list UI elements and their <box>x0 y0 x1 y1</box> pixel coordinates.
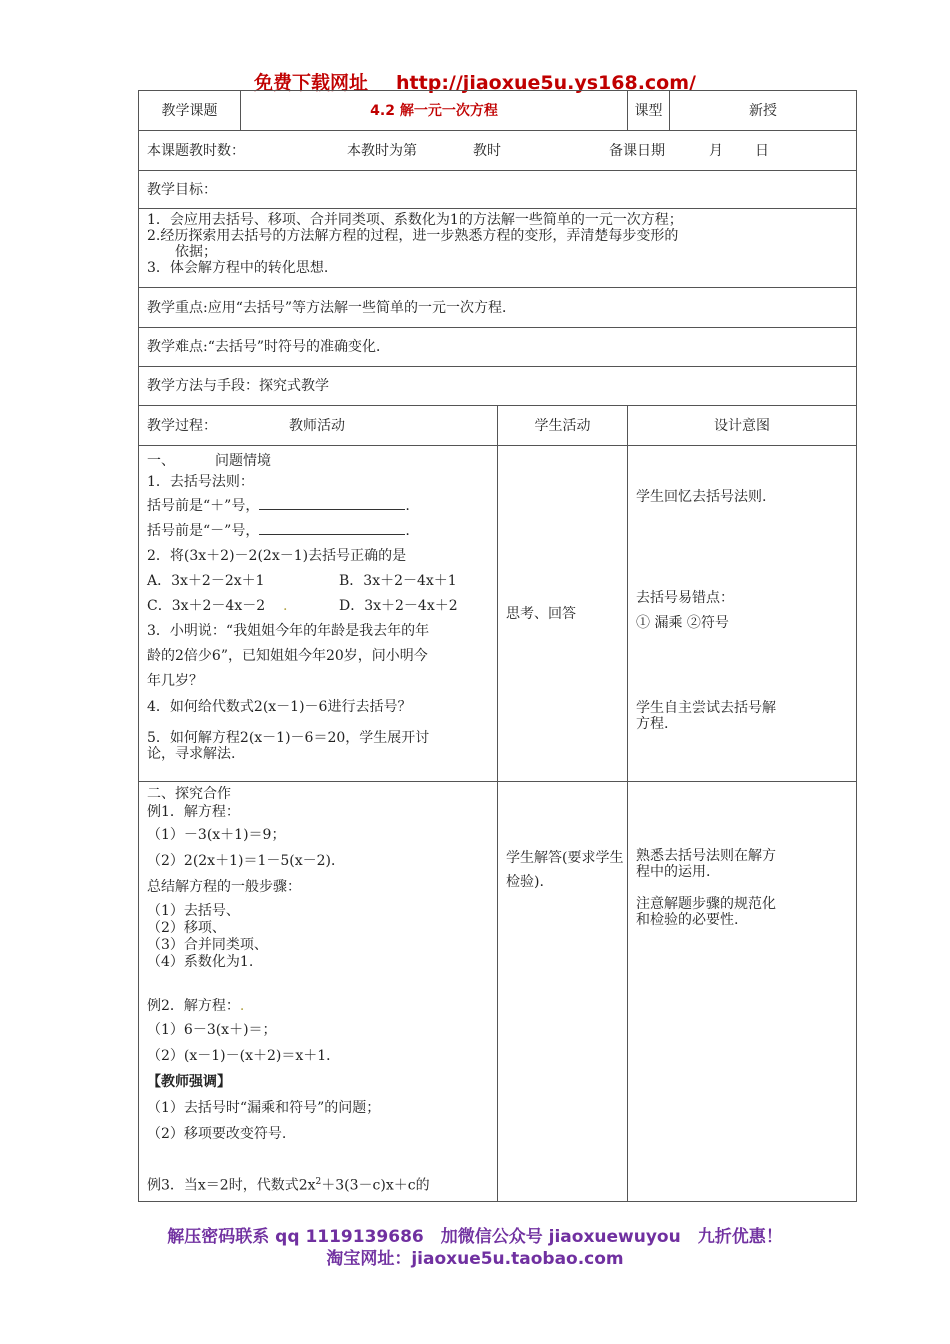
q1: 1．去括号法则： <box>147 474 254 490</box>
intent-try: 学生自主尝试去括号解 <box>636 700 776 716</box>
goal-item: 依据； <box>175 244 217 260</box>
key-point: 教学重点:应用“去括号”等方法解一些简单的一元一次方程． <box>139 288 857 328</box>
footer-contact: 解压密码联系 qq 1119139686 加微信公众号 jiaoxuewuyou 九折优惠！ <box>167 1227 783 1247</box>
q2-options-ab <box>147 569 489 594</box>
difficulty: 教学难点:“去括号”时符号的准确变化． <box>139 328 857 367</box>
step-item: （1）去括号、 <box>147 903 240 919</box>
section2-student: 学生解答(要求学生 检验). <box>498 782 628 1202</box>
section2-intent: 熟悉去括号法则在解方 程中的运用. 注意解题步骤的规范化 和检验的必要性. <box>628 782 857 1202</box>
student-activity-header: 学生活动 <box>498 406 628 446</box>
design-intent-header: 设计意图 <box>628 406 857 446</box>
intent-try: 方程. <box>636 716 669 732</box>
option-a: A．3x＋2－2x＋1 <box>147 573 265 589</box>
example2-b: （2）(x－1)－(x＋2)＝x＋1． <box>147 1048 341 1064</box>
prep-date-label: 备课日期 <box>609 142 665 159</box>
teaching-method: 教学方法与手段：探究式教学 <box>139 367 857 406</box>
example1-b: （2）2(2x＋1)＝1－5(x－2)． <box>147 853 345 869</box>
example1: 例1．解方程： <box>147 804 240 820</box>
total-periods-label: 本课题教时数： <box>147 142 245 159</box>
goal-item: 2.经历探索用去括号的方法解方程的过程，进一步熟悉方程的变形，弄清楚每步变形的 <box>147 228 679 244</box>
emphasis-item: （2）移项要改变符号. <box>147 1126 287 1142</box>
q2: 2．将(3x＋2)－2(2x－1)去括号正确的是 <box>147 548 407 564</box>
q5-line: 论，寻求解法. <box>147 746 236 762</box>
schedule-row <box>139 131 857 171</box>
example2: 例2．解方程： <box>147 998 240 1014</box>
option-b: B．3x＋2－4x＋1 <box>339 573 457 589</box>
q4: 4．如何给代数式2(x－1)－6进行去括号？ <box>147 699 412 715</box>
intent-errors-detail: ① 漏乘 ②符号 <box>636 615 729 631</box>
step-item: （2）移项、 <box>147 920 226 936</box>
q2-options-cd: C．3x＋2－4x－2 . D．3x＋2－4x＋2 <box>147 594 489 619</box>
section2-teacher: 二、探究合作 例1．解方程： （1）－3(x＋1)＝9； （2）2(2x＋1)＝1－5(x－2)． 总结解方程的一般步骤： （1）去括号、 （2）移项、 （3）合并同类项、 （4）系数化为1. 例2．解方程：. （1）6－3(x＋)＝； （2）(x－1)－(x＋2)＝x＋1． 【教师强调】 （1）去括号时“漏乘和符号”的问题； （2）移项要改变符号. 例3．当x＝2时，代数式$2x^2+3(3-c)x+c$的 <box>139 782 498 1202</box>
goal-item: 1．会应用去括号、移项、合并同类项、系数化为1的方法解一些简单的一元一次方程； <box>147 212 683 228</box>
section1-intent <box>628 446 857 782</box>
section1-student: 思考、回答 <box>498 446 628 782</box>
section1-teacher <box>139 446 498 782</box>
teacher-emphasis: 【教师强调】 <box>147 1074 231 1090</box>
lesson-plan-table <box>138 90 857 1202</box>
banner-label: 免费下载网址 <box>254 72 369 94</box>
type-value: 新授 <box>670 91 857 131</box>
answer-blank <box>259 522 405 535</box>
teacher-activity-header: 教师活动 <box>289 417 345 434</box>
example3: 例3．当x＝2时，代数式$2x^2+3(3-c)x+c$的 <box>147 1177 430 1194</box>
period-unit: 教时 <box>473 142 501 159</box>
section1-heading: 问题情境 <box>215 453 271 469</box>
day-label: 日 <box>755 142 769 159</box>
topic-label: 教学课题 <box>139 91 241 131</box>
step-item: （3）合并同类项、 <box>147 937 268 953</box>
emphasis-item: （1）去括号时“漏乘和符号”的问题； <box>147 1100 381 1116</box>
section1-number: 一、 <box>147 453 175 469</box>
intent-recall: 学生回忆去括号法则. <box>636 489 767 505</box>
steps-summary: 总结解方程的一般步骤： <box>147 879 301 895</box>
step-item: （4）系数化为1. <box>147 954 254 970</box>
q1b-row: 括号前是“－”号， . <box>147 523 410 539</box>
q1a-row: 括号前是“＋”号， . <box>147 498 410 514</box>
answer-blank <box>259 497 405 510</box>
q3-line: 龄的2倍少6”，已知姐姐今年20岁，问小明今 <box>147 648 428 664</box>
q1b: 括号前是“－”号， <box>147 523 260 539</box>
intent-errors: 去括号易错点： <box>636 590 734 606</box>
process-header-cell <box>139 406 498 446</box>
current-period-label: 本教时为第 <box>347 142 417 159</box>
banner-url-link[interactable]: http://jiaoxue5u.ys168.com/ <box>396 72 696 94</box>
month-label: 月 <box>709 142 723 159</box>
example2-a: （1）6－3(x＋)＝； <box>147 1022 277 1038</box>
q3-line: 3．小明说：“我姐姐今年的年龄是我去年的年 <box>147 623 430 639</box>
section2-heading: 二、探究合作 <box>147 786 231 802</box>
lesson-title: 4.2 解一元一次方程 <box>241 91 628 131</box>
option-d: D．3x＋2－4x＋2 <box>339 598 458 614</box>
option-c: C．3x＋2－4x－2 <box>147 598 266 614</box>
q3-line: 年几岁？ <box>147 673 203 689</box>
q1a: 括号前是“＋”号， <box>147 498 260 514</box>
q5-line: 5．如何解方程2(x－1)－6＝20，学生展开讨 <box>147 730 430 746</box>
goals-label: 教学目标： <box>139 171 857 209</box>
process-label: 教学过程： <box>147 417 217 434</box>
goals-list <box>139 209 857 288</box>
example1-a: （1）－3(x＋1)＝9； <box>147 827 286 843</box>
type-label: 课型 <box>628 91 670 131</box>
goal-item: 3．体会解方程中的转化思想. <box>147 260 329 276</box>
footer-shop-link[interactable]: 淘宝网址：jiaoxue5u.taobao.com <box>326 1249 624 1269</box>
